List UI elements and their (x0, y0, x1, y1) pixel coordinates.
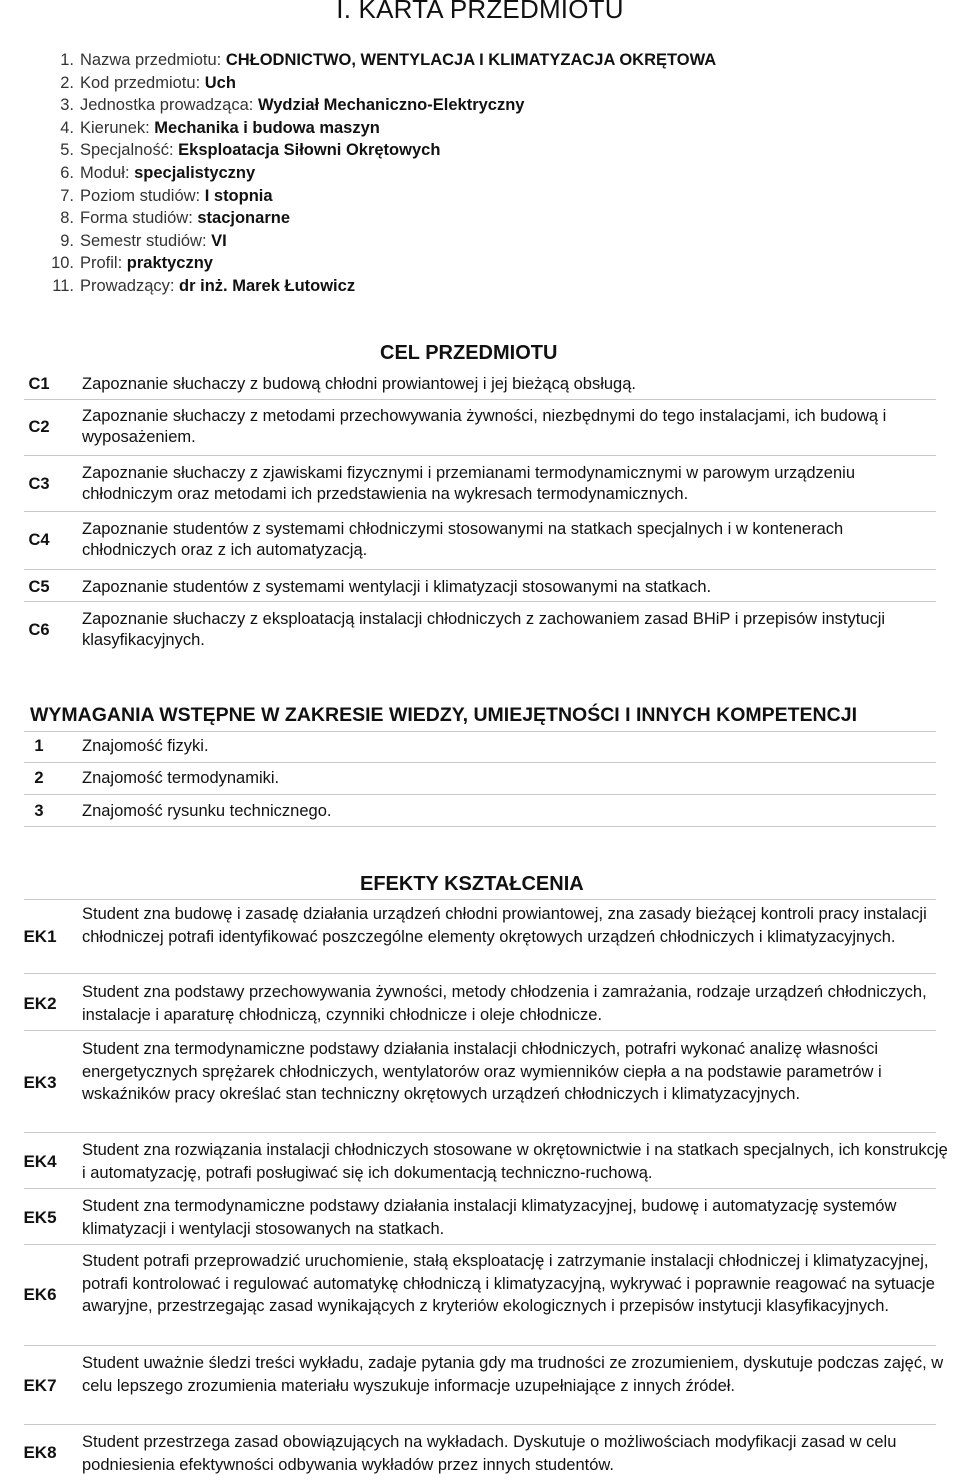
outcome-code: EK5 (23, 1208, 57, 1227)
info-value: Eksploatacja Siłowni Okrętowych (178, 141, 441, 160)
divider (24, 762, 936, 763)
info-number: 10. (51, 254, 74, 273)
divider (24, 1188, 936, 1189)
info-value: specjalistyczny (134, 163, 256, 182)
info-value: Mechanika i budowa maszyn (154, 118, 380, 137)
info-label: Poziom studiów: (80, 186, 205, 205)
objectives-heading: CEL PRZEDMIOTU (380, 342, 558, 364)
outcome-text: Student zna podstawy przechowywania żywności, metody chłodzenia i zamrażania, rodzaje urządzeń chłodniczych, instalacje i aparaturę chłodniczą, czynniki chłodnicze i oleje chłodnicze. (82, 983, 927, 1024)
info-value: I stopnia (204, 186, 273, 205)
objective-code: C6 (28, 621, 50, 639)
info-number: 5. (60, 141, 74, 160)
outcome-text: Student zna termodynamiczne podstawy działania instalacji chłodniczych, potrafri wykonać analizę własności energetycznych sprężarek chłodniczych, wentylatorów oraz wymienników ciepła a na podstawie parametrów i wskaźników pracy określać stan techniczny okrętowych urządzeń chłodniczych i klimatyzacyjnych. (82, 1040, 882, 1103)
divider (24, 511, 936, 512)
info-item-form (38, 207, 716, 230)
divider (24, 731, 936, 732)
outcome-text: Student zna termodynamiczne podstawy działania instalacji klimatyzacyjnej, budowę i automatyzację systemów klimatyzacji i wentylacji stosowanych na statkach. (82, 1197, 897, 1238)
info-label: Kod przedmiotu: (80, 73, 205, 92)
divider (24, 1244, 936, 1245)
outcome-code: EK8 (23, 1443, 57, 1462)
info-label: Specjalność: (80, 141, 179, 160)
objective-text: Zapoznanie studentów z systemami wentylacji i klimatyzacji stosowanymi na statkach. (82, 578, 712, 596)
info-item-lecturer (38, 275, 716, 298)
info-value: praktyczny (126, 254, 213, 273)
objective-code: C4 (28, 531, 50, 549)
info-label: Moduł: (80, 163, 135, 182)
page-title: I. KARTA PRZEDMIOTU (336, 0, 624, 24)
objective-code: C5 (28, 578, 50, 596)
requirement-code: 3 (34, 802, 44, 820)
info-label: Semestr studiów: (80, 231, 212, 250)
divider (24, 601, 936, 602)
outcome-text: Student uważnie śledzi treści wykładu, zadaje pytania gdy ma trudności ze zrozumieniem, dyskutuje podczas zajęć, w celu lepszego zrozumienia materiału wyszukuje informacje uzupełniające z innych źródeł. (82, 1354, 944, 1395)
requirement-text: Znajomość termodynamiki. (82, 769, 280, 787)
requirements-heading: WYMAGANIA WSTĘPNE W ZAKRESIE WIEDZY, UMIEJĘTNOŚCI I INNYCH KOMPETENCJI (30, 704, 857, 726)
objective-text: Zapoznanie słuchaczy z eksploatacją instalacji chłodniczych z zachowaniem zasad BHiP i przepisów instytucji klasyfikacyjnych. (82, 610, 886, 649)
info-value: VI (211, 231, 227, 250)
info-number: 3. (60, 96, 74, 115)
info-item-profile (38, 252, 716, 275)
divider (24, 899, 936, 900)
objective-code: C1 (28, 375, 50, 393)
course-info-list (38, 49, 716, 298)
info-number: 6. (60, 163, 74, 182)
divider (24, 1132, 936, 1133)
info-item-module (38, 162, 716, 185)
info-value: dr inż. Marek Łutowicz (179, 276, 356, 295)
info-value: Wydział Mechaniczno-Elektryczny (257, 96, 525, 115)
info-number: 11. (52, 276, 74, 295)
info-value: stacjonarne (197, 209, 290, 228)
info-value: CHŁODNICTWO, WENTYLACJA I KLIMATYZACJA OKRĘTOWA (225, 51, 717, 69)
info-item-level (38, 185, 716, 208)
info-value: Uch (204, 73, 236, 92)
info-item-field (38, 117, 716, 140)
objective-text: Zapoznanie studentów z systemami chłodniczymi stosowanymi na statkach specjalnych i w kontenerach chłodniczych oraz z ich automatyzacją. (82, 520, 844, 559)
objective-text: Zapoznanie słuchaczy z metodami przechowywania żywności, niezbędnymi do tego instalacjami, ich budową i wyposażeniem. (82, 407, 887, 446)
info-number: 2. (60, 73, 74, 92)
info-number: 4. (60, 118, 74, 137)
divider (24, 455, 936, 456)
outcome-code: EK4 (23, 1152, 57, 1171)
requirement-code: 2 (34, 769, 44, 787)
divider (24, 1424, 936, 1425)
info-label: Nazwa przedmiotu: (80, 51, 226, 69)
outcome-text: Student potrafi przeprowadzić uruchomienie, stałą eksploatację i zatrzymanie instalacji chłodniczej i klimatyzacyjnej, potrafi kontrolować i regulować automatykę chłodniczą i klimatyzacyjną, wykrywać i poprawnie reagować na sytuacje awaryjne, przestrzegając zasad wynikających z kryteriów ekologicznych i przepisów instytucji klasyfikacyjnych. (82, 1252, 935, 1315)
requirement-text: Znajomość rysunku technicznego. (82, 802, 332, 820)
outcome-code: EK6 (23, 1285, 57, 1304)
info-label: Prowadzący: (80, 276, 180, 295)
info-item-unit (38, 94, 716, 117)
info-number: 9. (60, 231, 74, 250)
info-label: Forma studiów: (80, 209, 198, 228)
outcome-code: EK3 (23, 1073, 57, 1092)
outcome-code: EK1 (23, 927, 57, 946)
divider (24, 973, 936, 974)
outcome-text: Student przestrzega zasad obowiązujących na wykładach. Dyskutuje o możliwościach modyfikacji zasad w celu podniesienia efektywności odbywania wykładów przez innych studentów. (82, 1433, 897, 1474)
info-label: Kierunek: (80, 118, 155, 137)
objective-text: Zapoznanie słuchaczy z zjawiskami fizycznymi i przemianami termodynamicznymi w parowym urządzeniu chłodniczym oraz metodami ich przedstawienia na wykresach termodynamicznych. (82, 464, 856, 503)
requirement-code: 1 (34, 737, 44, 755)
objective-code: C3 (28, 475, 50, 493)
info-item-code (38, 72, 716, 95)
info-item-semester (38, 230, 716, 253)
divider (24, 399, 936, 400)
outcome-code: EK2 (23, 994, 57, 1013)
outcome-text: Student zna rozwiązania instalacji chłodniczych stosowane w okrętownictwie i na statkach specjalnych, ich konstrukcję i automatyzację, potrafi posługiwać się ich dokumentacją techniczno-ruchową. (82, 1141, 948, 1182)
divider (24, 1345, 936, 1346)
divider (24, 1030, 936, 1031)
info-item-specialty (38, 139, 716, 162)
info-number: 8. (60, 209, 74, 228)
info-number: 7. (60, 186, 74, 205)
divider (24, 569, 936, 570)
requirement-text: Znajomość fizyki. (82, 737, 209, 755)
info-label: Profil: (80, 254, 127, 273)
info-number: 1. (60, 51, 74, 69)
divider (24, 826, 936, 827)
info-label: Jednostka prowadząca: (80, 96, 258, 115)
divider (24, 794, 936, 795)
objective-text: Zapoznanie słuchaczy z budową chłodni prowiantowej i jej bieżącą obsługą. (82, 375, 636, 393)
outcome-text: Student zna budowę i zasadę działania urządzeń chłodni prowiantowej, zna zasady bieżącej kontroli pracy instalacji chłodniczej potrafi identyfikować poszczególne elementy okrętowych urządzeń chłodniczych i klimatyzacyjnych. (82, 905, 927, 946)
objective-code: C2 (28, 418, 50, 436)
outcomes-heading: EFEKTY KSZTAŁCENIA (360, 873, 584, 895)
info-item-name (38, 49, 716, 72)
outcome-code: EK7 (23, 1376, 57, 1395)
